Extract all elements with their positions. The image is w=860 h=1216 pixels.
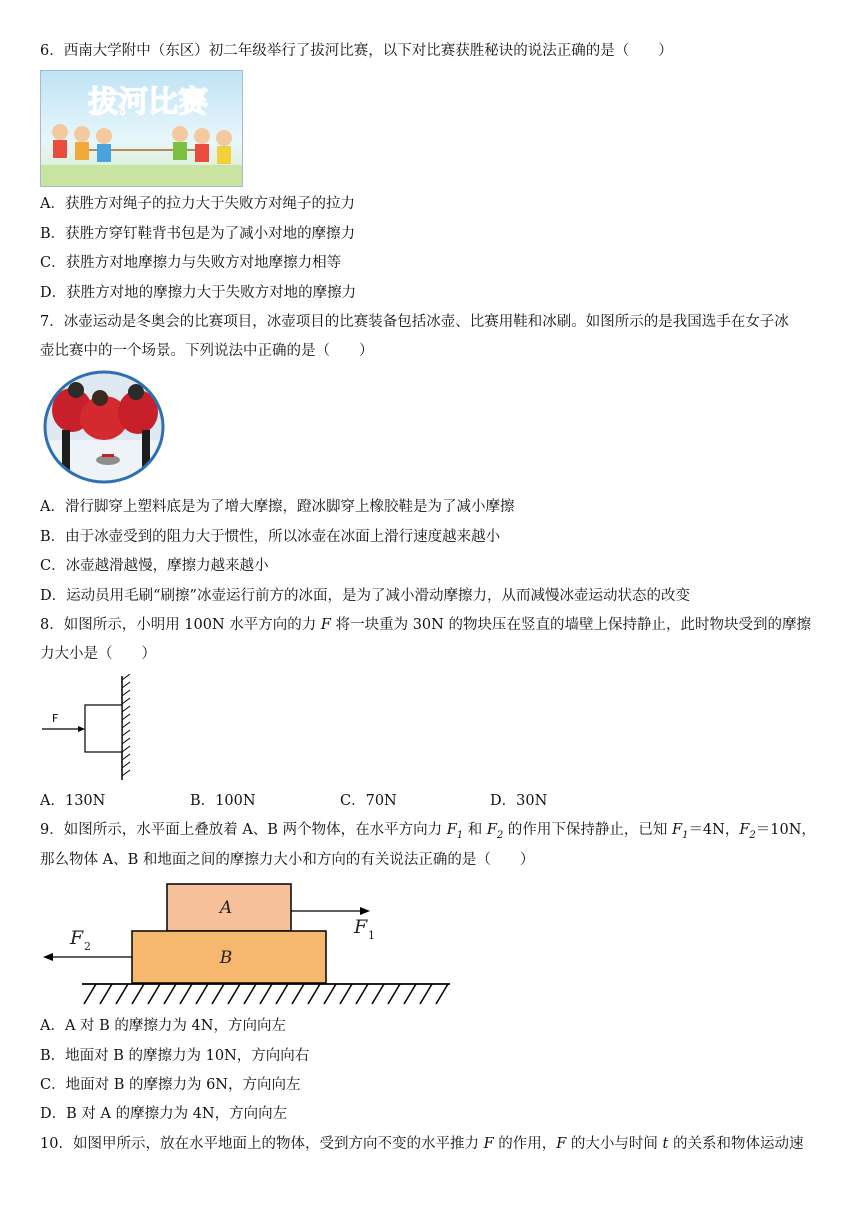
label-f1: F	[354, 916, 368, 938]
arrow-f2-head	[43, 953, 53, 961]
q6-option-a: A．获胜方对绳子的拉力大于失败方对绳子的拉力	[40, 196, 355, 212]
q6-option-c: C．获胜方对地摩擦力与失败方对地摩擦力相等	[40, 255, 342, 271]
wall-block-diagram	[40, 674, 140, 782]
block	[85, 705, 122, 752]
stacked-blocks-diagram	[40, 880, 460, 1010]
q8-stem-line1: 8．如图所示，小明用 100N 水平方向的力 F 将一块重为 30N 的物块压在竖直的墙壁上保持静止，此时物块受到的摩擦	[40, 617, 811, 633]
q9-option-b: B．地面对 B 的摩擦力为 10N，方向向右	[40, 1048, 310, 1064]
q6-option-b: B．获胜方穿钉鞋背书包是为了减小对地的摩擦力	[40, 226, 356, 242]
label-a: A	[219, 898, 233, 918]
q9-stem-line1: 9．如图所示，水平面上叠放着 A、B 两个物体，在水平方向力 $F_1$ 和 $F_2$ 的作用下保持静止，已知 $F_1=4N$，$F_2=10N$，	[40, 822, 816, 841]
q7-stem-line2: 壶比赛中的一个场景。下列说法中正确的是（ ）	[40, 343, 374, 359]
label-b: B	[219, 948, 233, 968]
q7-option-b: B．由于冰壶受到的阻力大于惯性，所以冰壶在冰面上滑行速度越来越小	[40, 529, 501, 545]
q9-option-d: D．B 对 A 的摩擦力为 4N，方向向左	[40, 1106, 288, 1122]
q7-stem-line1: 7．冰壶运动是冬奥会的比赛项目，冰壶项目的比赛装备包括冰壶、比赛用鞋和冰刷。如图所示的是我国选手在女子冰	[40, 314, 789, 330]
q8-option-b: B．100N	[190, 793, 256, 809]
q9-stem-line2: 那么物体 A、B 和地面之间的摩擦力大小和方向的有关说法正确的是（ ）	[40, 852, 535, 868]
label-f2: F	[70, 927, 84, 949]
q7-option-c: C．冰壶越滑越慢，摩擦力越来越小	[40, 558, 269, 574]
q8-option-c: C．70N	[340, 793, 397, 809]
q9-option-c: C．地面对 B 的摩擦力为 6N，方向向左	[40, 1077, 301, 1093]
q10-stem: 10．如图甲所示，放在水平地面上的物体，受到方向不变的水平推力 F 的作用，F 的大小与时间 t 的关系和物体运动速	[40, 1136, 804, 1152]
label-f2-sub: 2	[84, 940, 91, 953]
children-right	[172, 126, 232, 164]
q6-stem: 6．西南大学附中（东区）初二年级举行了拔河比赛，以下对比赛获胜秘诀的说法正确的是（ ）	[40, 43, 673, 59]
ground-hatching	[84, 984, 448, 1004]
banner-title: 拔河比赛	[88, 85, 208, 120]
q8-option-a: A．130N	[40, 793, 106, 809]
children-left	[52, 124, 112, 162]
q6-option-d: D．获胜方对地的摩擦力大于失败方对地的摩擦力	[40, 285, 357, 301]
force-label-f: F	[52, 712, 59, 725]
q9-option-a: A．A 对 B 的摩擦力为 4N，方向向左	[40, 1018, 286, 1034]
q8-option-d: D．30N	[490, 793, 548, 809]
tug-of-war-image	[40, 70, 243, 187]
q7-option-a: A．滑行脚穿上塑料底是为了增大摩擦，蹬冰脚穿上橡胶鞋是为了减小摩擦	[40, 499, 515, 515]
q7-option-d: D．运动员用毛刷“刷擦”冰壶运行前方的冰面，是为了减小滑动摩擦力，从而减慢冰壶运动状态的改变	[40, 588, 690, 604]
curling-image	[42, 370, 168, 485]
label-f1-sub: 1	[368, 929, 375, 942]
q8-stem-line2: 力大小是（ ）	[40, 646, 156, 662]
arrow-f1-head	[360, 907, 370, 915]
